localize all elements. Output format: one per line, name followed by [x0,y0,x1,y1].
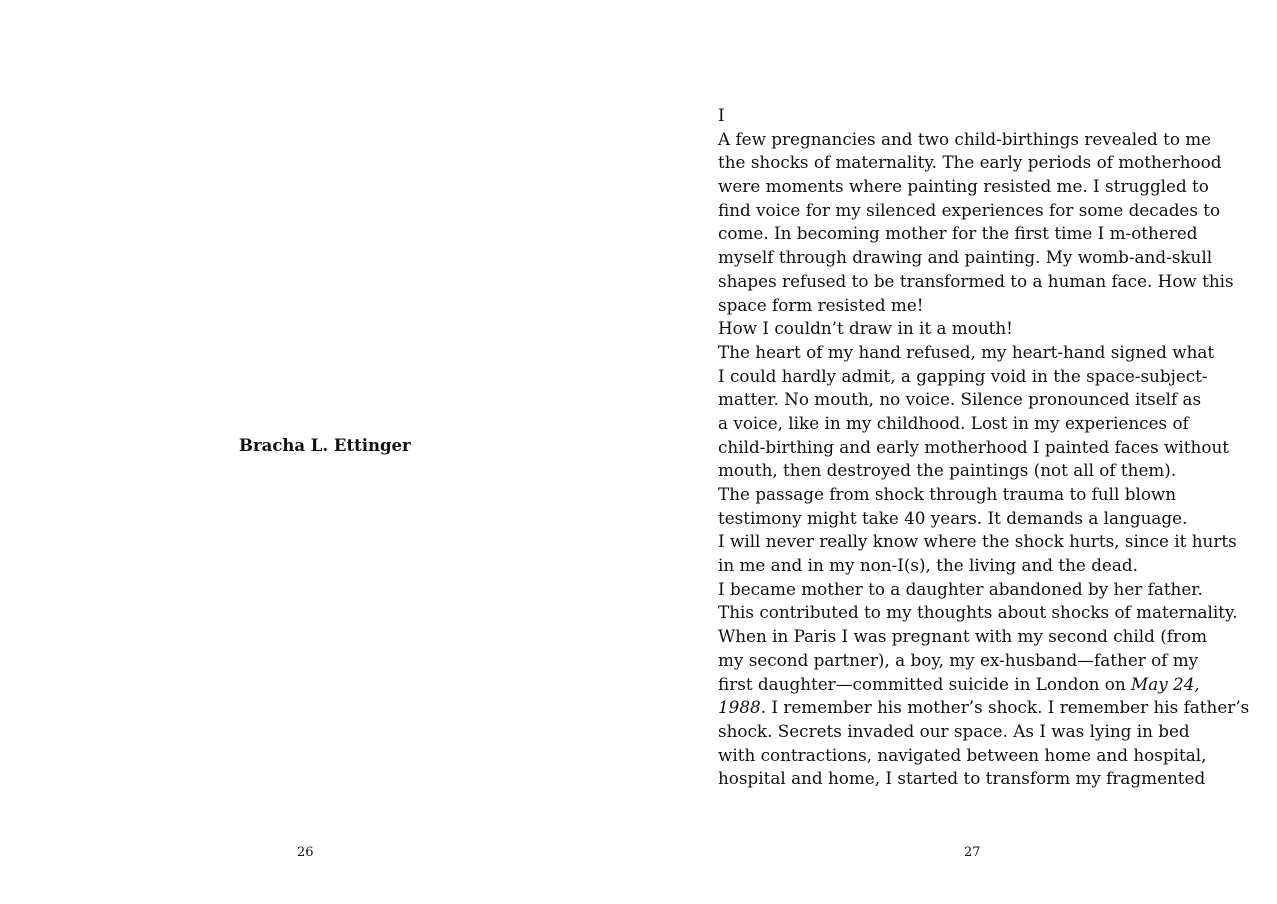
text-line: The heart of my hand refused, my heart-hand signed what [718,341,1215,362]
year-italic: 1988 [718,697,761,718]
text-segment: first daughter—committed suicide in London on [718,673,1132,694]
text-line: hospital and home, I started to transform my fragmented [718,768,1206,789]
text-line: When in Paris I was pregnant with my second child (from [718,626,1208,647]
text-line: The passage from shock through trauma to full blown [718,484,1177,504]
text-line: This contributed to my thoughts about shocks of maternality. [718,602,1238,623]
text-line: I became mother to a daughter abandoned by her father. [718,578,1203,599]
body-text [718,104,1250,791]
date-italic: May 24, [1131,673,1200,694]
text-line: with contractions, navigated between home and hospital, [718,744,1207,765]
text-line: shapes refused to be transformed to a human face. How this [718,270,1234,291]
text-line: matter. No mouth, no voice. Silence pronounced itself as [718,389,1202,410]
text-line: testimony might take 40 years. It demands a language. [718,507,1188,528]
text-line: mouth, then destroyed the paintings (not all of them). [718,460,1177,481]
section-marker: I [718,105,725,125]
text-line: I will never really know where the shock hurts, since it hurts [718,531,1237,552]
left-page [0,0,638,904]
text-line: in me and in my non-I(s), the living and the dead. [718,555,1138,576]
text-line: a voice, like in my childhood. Lost in my experiences of [718,412,1189,433]
text-line: myself through drawing and painting. My womb-and-skull [718,247,1213,268]
text-line: the shocks of maternality. The early periods of motherhood [718,152,1222,173]
text-segment: . I remember his mother’s shock. I remember his father’s [760,697,1250,718]
text-line-with-year [718,696,1250,720]
author-name: Bracha L. Ettinger [239,436,411,455]
page-number-right: 27 [964,845,981,860]
text-line: shock. Secrets invaded our space. As I was lying in bed [718,720,1190,741]
text-line: find voice for my silenced experiences for some decades to [718,199,1221,220]
right-page [638,0,1277,904]
text-line: space form resisted me! [718,294,924,315]
text-line-with-date [718,673,1238,697]
text-line: come. In becoming mother for the first time I m-othered [718,223,1198,244]
text-line: How I couldn’t draw in it a mouth! [718,318,1013,339]
text-line: child-birthing and early motherhood I painted faces without [718,436,1229,457]
page-number-left: 26 [297,845,314,860]
text-line: were moments where painting resisted me. I struggled to [718,176,1209,197]
text-line: A few pregnancies and two child-birthings revealed to me [718,128,1212,149]
text-line: I could hardly admit, a gapping void in the space-subject- [718,365,1208,386]
text-line: my second partner), a boy, my ex-husband—father of my [718,649,1199,670]
